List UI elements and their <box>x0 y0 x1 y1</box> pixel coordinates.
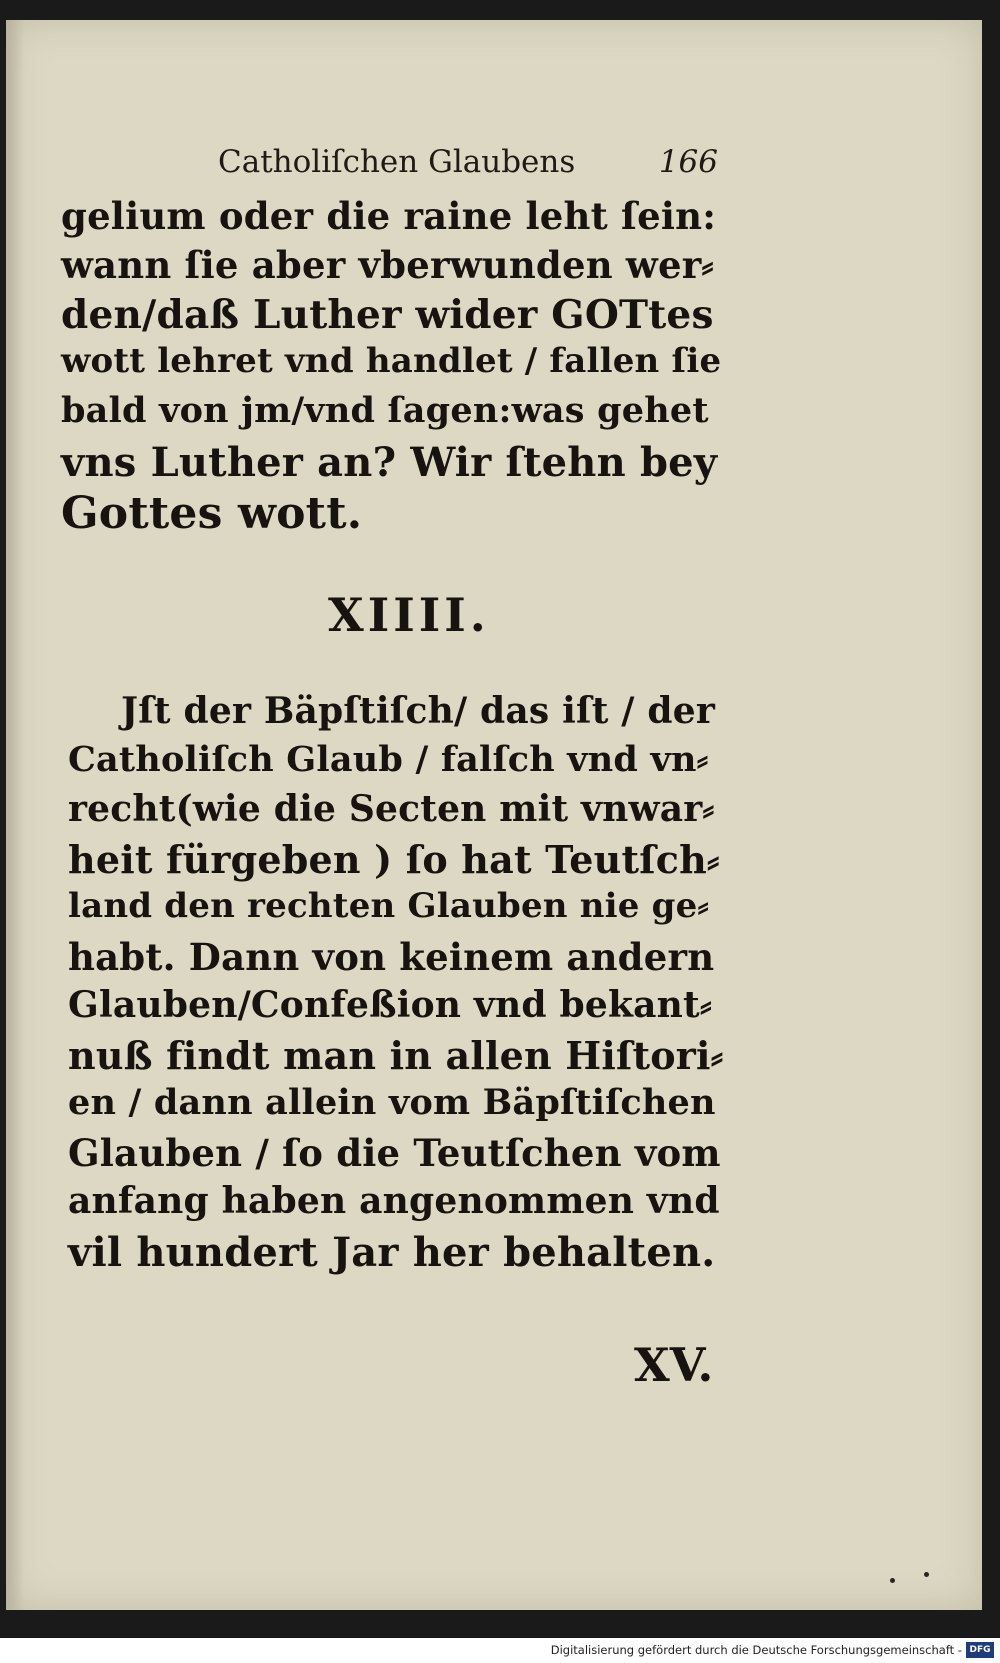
text-line: Catholiſch Glaub / falſch vnd vn⸗ <box>68 739 709 780</box>
text-line: nuß findt man in allen Hiſtori⸗ <box>68 1033 724 1078</box>
text-line: anfang haben angenommen vnd <box>68 1180 720 1222</box>
text-line: vil hundert Jar her behalten. <box>68 1229 716 1276</box>
page-number: 166 <box>658 144 718 180</box>
text-line: vns Luther an? Wir ſtehn bey <box>61 439 718 486</box>
text-line: habt. Dann von keinem andern <box>68 935 715 979</box>
show-through-text <box>66 580 80 627</box>
text-line: land den rechten Glauben nie ge⸗ <box>68 886 709 926</box>
text-line: wott lehret vnd handlet / fallen ſie <box>61 341 722 381</box>
text-line: Gottes wott. <box>61 488 363 539</box>
text-line: Glauben/Confeßion vnd bekant⸗ <box>68 984 713 1026</box>
funding-credit: Digitalisierung gefördert durch die Deutsche Forschungsgemeinschaft - <box>550 1643 962 1657</box>
running-header <box>218 144 718 188</box>
paper-speck <box>924 1572 929 1577</box>
text-line: en / dann allein vom Bäpſtiſchen <box>68 1082 716 1123</box>
section-heading: XIIII. <box>328 588 490 642</box>
paper-speck <box>890 1578 895 1583</box>
text-line: Glauben / ſo die Teutſchen vom <box>68 1131 721 1175</box>
running-head-title: Catholiſchen Glaubens <box>218 144 576 180</box>
dfg-logo-icon: DFG <box>966 1642 994 1658</box>
page-gutter-shadow <box>6 20 24 1610</box>
text-line: bald von jm/vnd ſagen:was gehet <box>61 390 709 431</box>
text-line: wann ſie aber vberwunden wer⸗ <box>61 243 714 287</box>
text-line: Jſt der Bäpſtiſch/ das iſt / der <box>121 690 715 732</box>
catchword: XV. <box>634 1338 714 1392</box>
text-line: den/daß Luther wider GOTtes <box>61 292 714 338</box>
text-line: recht(wie die Secten mit vnwar⸗ <box>68 788 715 830</box>
digitization-footer <box>0 1638 1000 1663</box>
text-line: gelium oder die raine leht ſein: <box>61 194 717 238</box>
text-line: heit fürgeben ) ſo hat Teutſch⸗ <box>68 837 720 882</box>
book-page <box>6 20 982 1610</box>
